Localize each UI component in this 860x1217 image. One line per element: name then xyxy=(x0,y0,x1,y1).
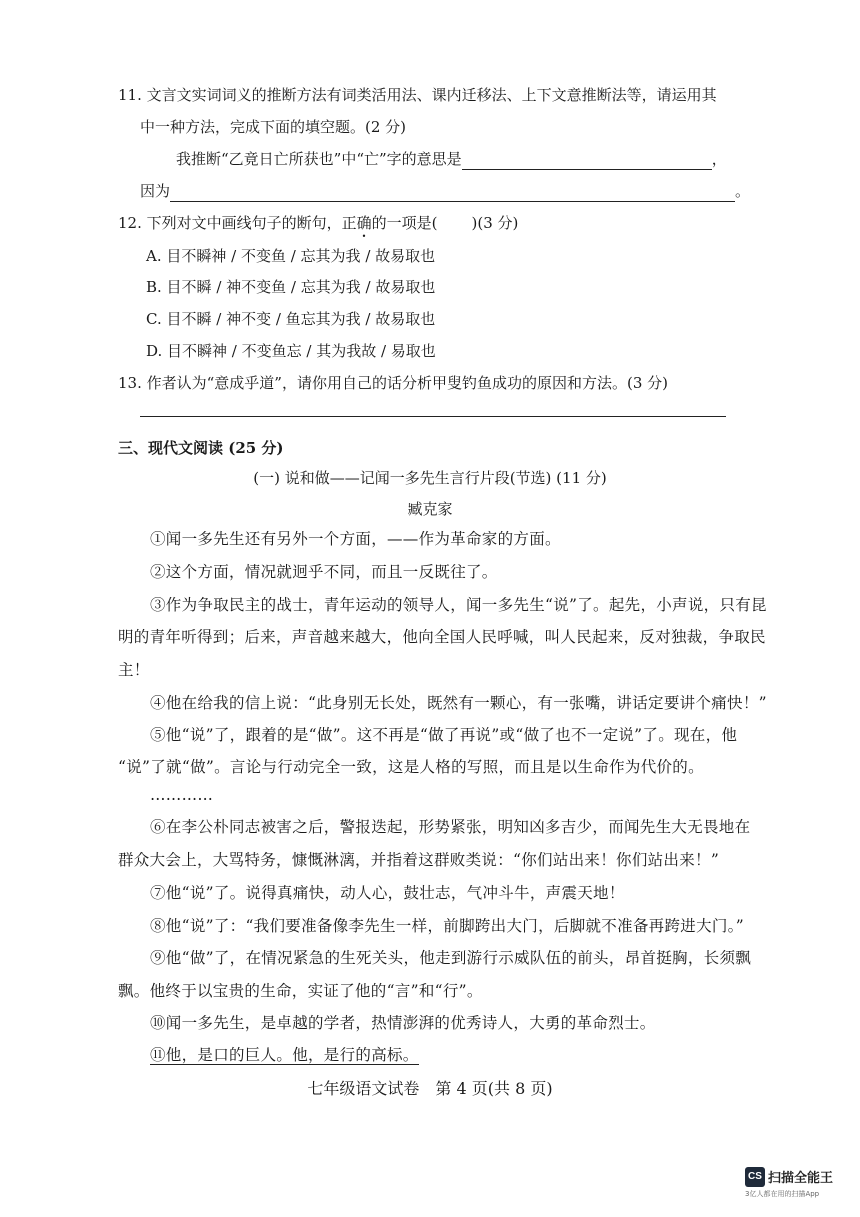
paragraph-6-line1: ⑥在李公朴同志被害之后，警报迭起，形势紧张，明知凶多吉少，而闻先生大无畏地在 xyxy=(150,818,751,836)
q12-stem-c: )(3 分) xyxy=(471,214,519,232)
paragraph-6-line2: 群众大会上，大骂特务，慷慨淋漓，并指着这群败类说：“你们站出来！你们站出来！” xyxy=(118,851,720,869)
watermark-row xyxy=(745,1166,845,1187)
q11-line1: 11. 文言文实词词义的推断方法有词类活用法、课内迁移法、上下文意推断法等，请运用其 xyxy=(118,86,717,104)
underlined-sentence: ⑪他，是口的巨人。他，是行的高标。 xyxy=(150,1046,419,1064)
paragraph-2: ②这个方面，情况就迥乎不同，而且一反既往了。 xyxy=(150,563,498,581)
paragraph-8: ⑧他“说”了：“我们要准备像李先生一样，前脚跨出大门，后脚就不准备再跨进大门。” xyxy=(150,917,744,935)
q12-stem-b: 的一项是( xyxy=(371,214,438,232)
q11-line4 xyxy=(140,180,750,202)
section3-heading: 三、现代文阅读 (25 分) xyxy=(118,439,284,457)
paragraph-5-line2: “说”了就“做”。言论与行动完全一致，这是人格的写照，而且是以生命作为代价的。 xyxy=(118,758,704,776)
q12-stem xyxy=(118,212,518,241)
q12-option-c: C. 目不瞬 / 神不变 / 鱼忘其为我 / 故易取也 xyxy=(146,310,436,328)
camscanner-logo-icon: CS xyxy=(745,1167,765,1187)
q12-stem-dot: 确 xyxy=(356,214,372,232)
q11-line4-prefix: 因为 xyxy=(140,182,171,200)
passage-title: (一) 说和做——记闻一多先生言行片段(节选) (11 分) xyxy=(253,469,607,487)
paragraph-5-line1: ⑤他“说”了，跟着的是“做”。这不再是“做了再说”或“做了也不一定说”了。现在，他 xyxy=(150,726,738,744)
q13-line1: 13. 作者认为“意成乎道”，请你用自己的话分析甲叟钓鱼成功的原因和方法。(3 分) xyxy=(118,374,668,392)
paragraph-3-line2: 明的青年听得到；后来，声音越来越大，他向全国人民呼喊，叫人民起来，反对独裁，争取民 xyxy=(118,628,766,646)
paragraph-3-line1: ③作为争取民主的战士，青年运动的领导人，闻一多先生“说”了。起先，小声说，只有昆 xyxy=(150,596,767,614)
passage-author: 臧克家 xyxy=(407,500,453,518)
q11-line4-suffix: 。 xyxy=(735,182,751,200)
q12-option-d: D. 目不瞬神 / 不变鱼忘 / 其为我故 / 易取也 xyxy=(146,342,436,360)
paragraph-4: ④他在给我的信上说：“此身别无长处，既然有一颗心，有一张嘴，讲话定要讲个痛快！” xyxy=(150,694,767,712)
q11-line3-suffix: ， xyxy=(711,150,727,168)
q11-line3-prefix: 我推断“乙竟日亡所获也”中“亡”字的意思是 xyxy=(176,150,462,168)
answer-blank[interactable] xyxy=(170,185,735,202)
answer-blank[interactable] xyxy=(462,153,712,170)
q12-option-b: B. 目不瞬 / 神不变鱼 / 忘其为我 / 故易取也 xyxy=(146,278,436,296)
answer-line[interactable] xyxy=(140,416,726,417)
scanner-watermark xyxy=(745,1166,845,1199)
paragraph-9-line2: 飘。他终于以宝贵的生命，实证了他的“言”和“行”。 xyxy=(118,982,483,1000)
paragraph-3-line3: 主！ xyxy=(118,661,150,679)
page-footer: 七年级语文试卷 第 4 页(共 8 页) xyxy=(307,1079,553,1098)
watermark-brand: 扫描全能王 xyxy=(768,1171,834,1186)
paragraph-11 xyxy=(150,1044,419,1066)
q12-option-a: A. 目不瞬神 / 不变鱼 / 忘其为我 / 故易取也 xyxy=(146,247,436,265)
q12-stem-a: 12. 下列对文中画线句子的断句，正 xyxy=(118,214,357,232)
paragraph-1: ①闻一多先生还有另外一个方面，——作为革命家的方面。 xyxy=(150,530,561,548)
ellipsis-line: ………… xyxy=(150,786,214,804)
paragraph-7: ⑦他“说”了。说得真痛快，动人心，鼓壮志，气冲斗牛，声震天地！ xyxy=(150,884,625,902)
q11-line3 xyxy=(176,148,727,170)
watermark-tagline: 3亿人都在用的扫描App xyxy=(745,1189,820,1198)
q11-line2: 中一种方法，完成下面的填空题。(2 分) xyxy=(140,118,407,136)
paragraph-9-line1: ⑨他“做”了，在情况紧急的生死关头，他走到游行示威队伍的前头，昂首挺胸，长须飘 xyxy=(150,949,752,967)
paragraph-10: ⑩闻一多先生，是卓越的学者，热情澎湃的优秀诗人，大勇的革命烈士。 xyxy=(150,1014,656,1032)
